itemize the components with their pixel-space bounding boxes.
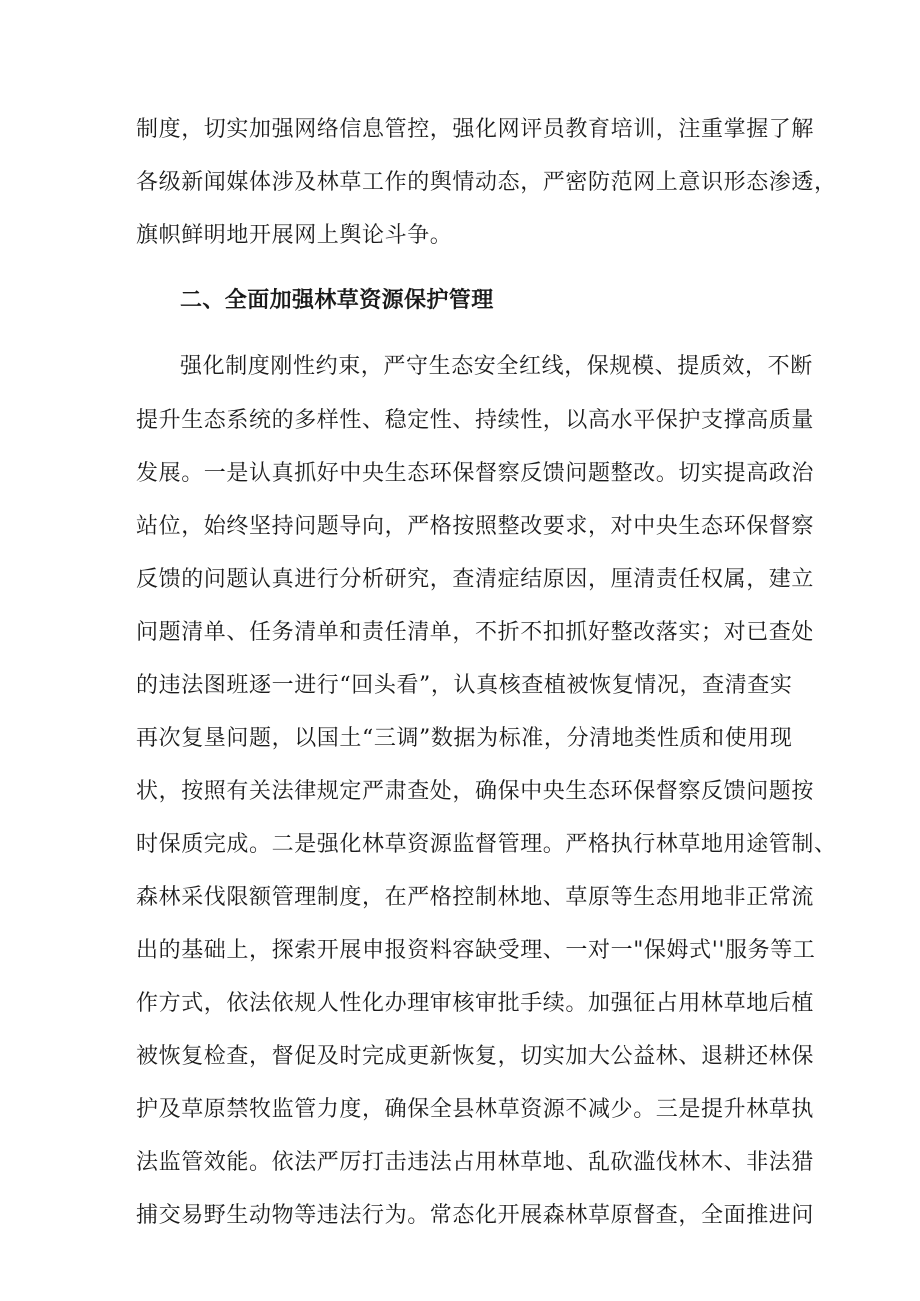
paragraph-line: 森林采伐限额管理制度，在严格控制林地、草原等生态用地非正常流	[136, 885, 815, 910]
paragraph-line: 强化制度刚性约束，严守生态安全红线，保规模、提质效，不断	[180, 354, 813, 379]
paragraph-line: 反馈的问题认真进行分析研究，查清症结原因，厘清责任权属，建立	[136, 567, 815, 592]
paragraph-line: 站位，始终坚持问题导向，严格按照整改要求，对中央生态环保督察	[136, 514, 815, 539]
paragraph-line: 护及草原禁牧监管力度，确保全县林草资源不减少。三是提升林草执	[136, 1097, 815, 1122]
paragraph-line: 发展。一是认真抓好中央生态环保督察反馈问题整改。切实提高政治	[136, 461, 815, 486]
paragraph-line: 制度，切实加强网络信息管控，强化网评员教育培训，注重掌握了解	[136, 117, 815, 142]
paragraph-line: 作方式，依法依规人性化办理审核审批手续。加强征占用林草地后植	[136, 991, 815, 1016]
paragraph-line: 出的基础上，探索开展申报资料容缺受理、一对一"保姆式''服务等工	[136, 938, 816, 963]
paragraph-line: 时保质完成。二是强化林草资源监督管理。严格执行林草地用途管制、	[136, 832, 837, 857]
paragraph-line: 被恢复检查，督促及时完成更新恢复，切实加大公益林、退耕还林保	[136, 1044, 815, 1069]
paragraph-line: 状，按照有关法律规定严肃查处，确保中央生态环保督察反馈问题按	[136, 779, 815, 804]
paragraph-line: 问题清单、任务清单和责任清单，不折不扣抓好整改落实；对已查处	[136, 620, 815, 645]
paragraph-line: 提升生态系统的多样性、稳定性、持续性，以高水平保护支撑高质量	[136, 408, 815, 433]
paragraph-line: 的违法图班逐一进行“回头看”，认真核查植被恢复情况，查清查实	[136, 673, 793, 698]
paragraph-line: 捕交易野生动物等违法行为。常态化开展森林草原督查，全面推进问	[136, 1203, 815, 1228]
paragraph-line: 旗帜鲜明地开展网上舆论斗争。	[136, 223, 453, 248]
section-heading: 二、全面加强林草资源保护管理	[180, 288, 494, 313]
paragraph-line: 各级新闻媒体涉及林草工作的舆情动态，严密防范网上意识形态渗透，	[136, 170, 837, 195]
paragraph-line: 再次复垦问题，以国土“三调”数据为标准，分清地类性质和使用现	[136, 726, 793, 751]
paragraph-line: 法监管效能。依法严厉打击违法占用林草地、乱砍滥伐林木、非法猎	[136, 1150, 815, 1175]
